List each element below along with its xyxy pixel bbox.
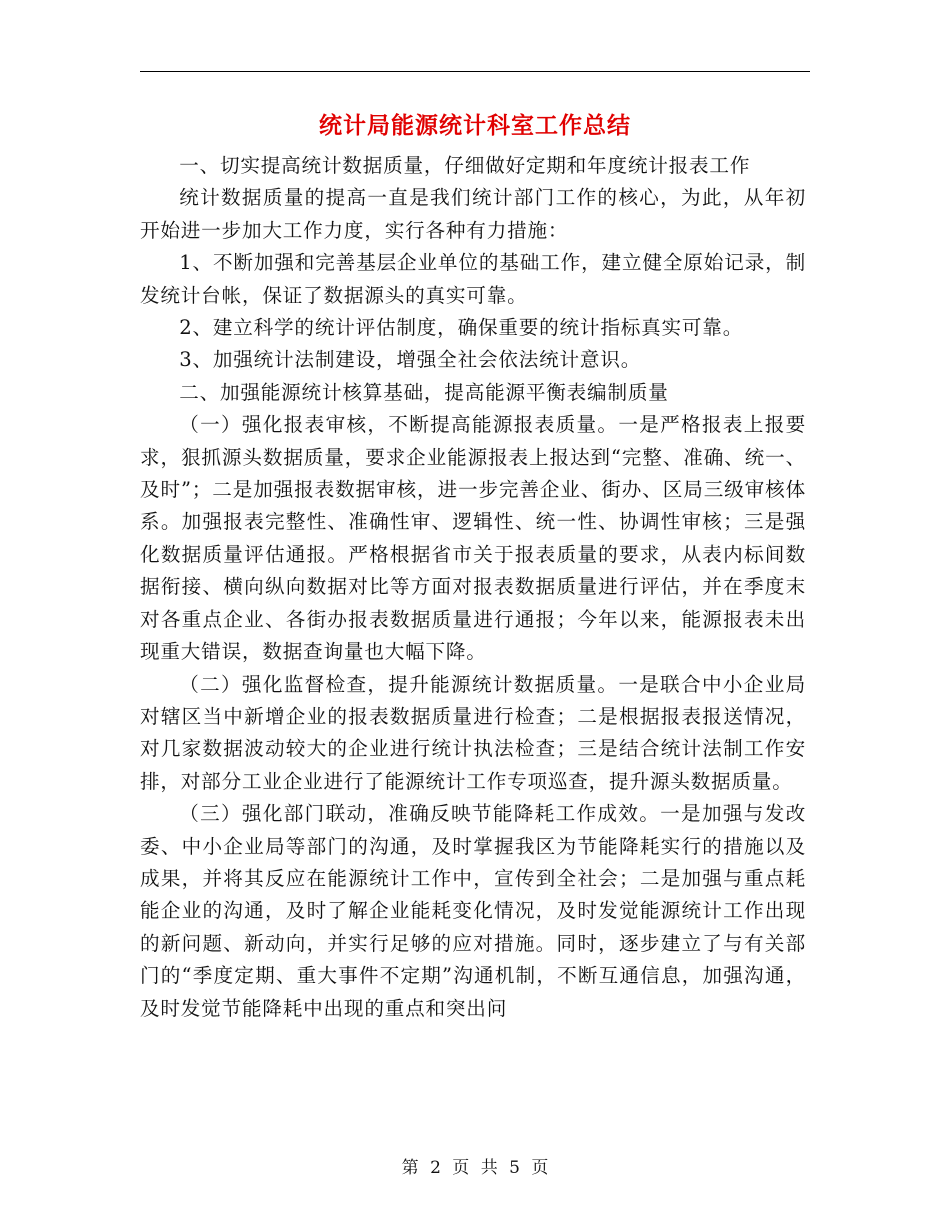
section-heading-1: 一、切实提高统计数据质量，仔细做好定期和年度统计报表工作 bbox=[179, 154, 751, 177]
document-title: 统计局能源统计科室工作总结 bbox=[319, 113, 631, 139]
list-item-3: 3、加强统计法制建设，增强全社会依法统计意识。 bbox=[179, 348, 642, 372]
paragraph-intro: 统计数据质量的提高一直是我们统计部门工作的核心，为此，从年初开始进一步加大工作力度，实行各种有力措施： bbox=[140, 186, 806, 242]
section-heading-2: 二、加强能源统计核算基础，提高能源平衡表编制质量 bbox=[179, 380, 669, 404]
header-rule bbox=[140, 71, 810, 72]
paragraph-subsection-2: （二）强化监督检查，提升能源统计数据质量。一是联合中小企业局对辖区当中新增企业的报表数据质量进行检查；二是根据报表报送情况，对几家数据波动较大的企业进行统计执法检查；三是结合统计法制工作安排，对部分工业企业进行了能源统计工作专项巡查，提升源头数据质量。 bbox=[140, 672, 806, 793]
paragraph-subsection-3: （三）强化部门联动，准确反映节能降耗工作成效。一是加强与发改委、中小企业局等部门的沟通，及时掌握我区为节能降耗实行的措施以及成果，并将其反应在能源统计工作中，宣传到全社会；二是加强与重点耗能企业的沟通，及时了解企业能耗变化情况，及时发觉能源统计工作出现的新问题、新动向，并实行足够的应对措施。同时，逐步建立了与有关部门的“季度定期、重大事件不定期”沟通机制，不断互通信息，加强沟通，及时发觉节能降耗中出现的重点和突出问 bbox=[140, 802, 806, 1020]
paragraph-subsection-1: （一）强化报表审核，不断提高能源报表质量。一是严格报表上报要求，狠抓源头数据质量，要求企业能源报表上报达到“完整、准确、统一、及时”；二是加强报表数据审核，进一步完善企业、街办、区局三级审核体系。加强报表完整性、准确性审、逻辑性、统一性、协调性审核；三是强化数据质量评估通报。严格根据省市关于报表质量的要求，从表内标间数据衔接、横向纵向数据对比等方面对报表数据质量进行评估，并在季度末对各重点企业、各街办报表数据质量进行通报；今年以来，能源报表未出现重大错误，数据查询量也大幅下降。 bbox=[140, 413, 806, 664]
list-item-1: 1、不断加强和完善基层企业单位的基础工作，建立健全原始记录，制发统计台帐，保证了数据源头的真实可靠。 bbox=[140, 251, 806, 307]
page-number-footer: 第 2 页 共 5 页 bbox=[401, 1158, 549, 1178]
list-item-2: 2、建立科学的统计评估制度，确保重要的统计指标真实可靠。 bbox=[179, 316, 744, 340]
document-body bbox=[140, 150, 806, 1025]
